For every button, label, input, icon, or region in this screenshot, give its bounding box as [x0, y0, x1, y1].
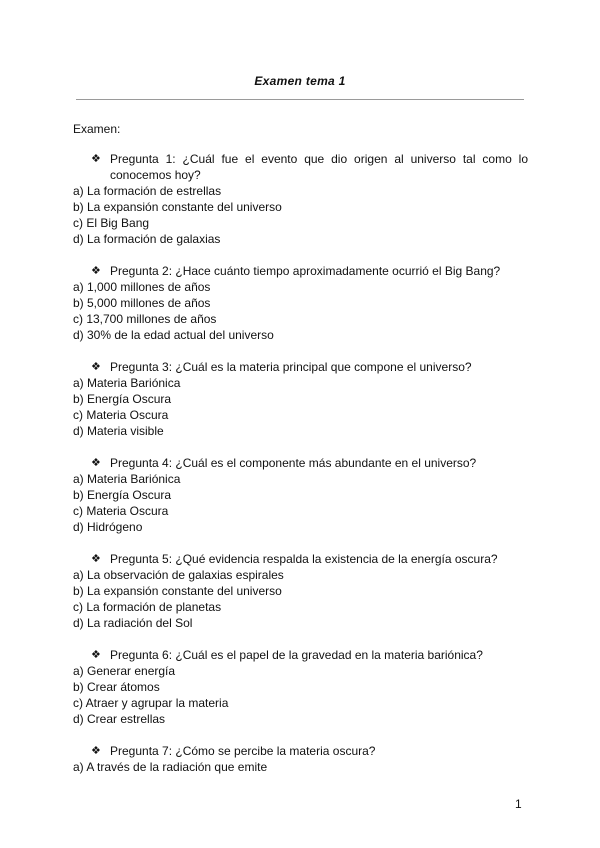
answer-option: b) Crear átomos — [73, 680, 160, 694]
answer-option: a) Materia Bariónica — [73, 376, 181, 390]
question-line — [73, 263, 528, 279]
question-line — [73, 359, 528, 375]
answer-option: b) La expansión constante del universo — [73, 200, 282, 214]
answer-option: b) Energía Oscura — [73, 392, 172, 406]
diamond-bullet-icon: ❖ — [91, 745, 101, 757]
answer-option: d) La formación de galaxias — [73, 232, 221, 246]
question-line — [73, 455, 528, 471]
answer-option: c) Materia Oscura — [73, 408, 169, 422]
answer-option: a) A través de la radiación que emite — [73, 760, 268, 774]
question-block — [73, 743, 528, 775]
question-line — [73, 647, 528, 663]
question-text: Pregunta 5: ¿Qué evidencia respalda la existencia de la energía oscura? — [110, 552, 498, 566]
answer-option: b) La expansión constante del universo — [73, 584, 282, 598]
answer-option: d) Materia visible — [73, 424, 164, 438]
title-divider — [76, 99, 524, 100]
answer-option: a) Generar energía — [73, 664, 176, 678]
answer-option: d) Hidrógeno — [73, 520, 143, 534]
question-line — [73, 551, 528, 567]
answer-option: d) 30% de la edad actual del universo — [73, 328, 274, 342]
question-text: Pregunta 1: ¿Cuál fue el evento que dio origen al universo tal como lo conocemos hoy? — [110, 152, 528, 182]
question-block — [73, 263, 528, 343]
answer-option: d) Crear estrellas — [73, 712, 166, 726]
page-number: 1 — [515, 797, 522, 811]
question-line — [73, 743, 528, 759]
question-text: Pregunta 3: ¿Cuál es la materia principal que compone el universo? — [110, 360, 472, 374]
question-block — [73, 551, 528, 631]
document-title: Examen tema 1 — [254, 74, 346, 88]
question-block — [73, 647, 528, 727]
diamond-bullet-icon: ❖ — [91, 361, 101, 373]
answer-option: a) La observación de galaxias espirales — [73, 568, 284, 582]
answer-option: b) 5,000 millones de años — [73, 296, 211, 310]
answer-option: c) 13,700 millones de años — [73, 312, 217, 326]
answer-option: a) Materia Bariónica — [73, 472, 181, 486]
answer-option: c) Atraer y agrupar la materia — [73, 696, 229, 710]
question-text: Pregunta 2: ¿Hace cuánto tiempo aproximadamente ocurrió el Big Bang? — [110, 264, 501, 278]
answer-option: c) Materia Oscura — [73, 504, 169, 518]
question-line — [73, 151, 528, 183]
question-block — [73, 359, 528, 439]
diamond-bullet-icon: ❖ — [91, 649, 101, 661]
answer-option: b) Energía Oscura — [73, 488, 172, 502]
diamond-bullet-icon: ❖ — [91, 153, 101, 165]
answer-option: a) La formación de estrellas — [73, 184, 222, 198]
answer-option: d) La radiación del Sol — [73, 616, 193, 630]
intro-label: Examen: — [73, 122, 121, 136]
diamond-bullet-icon: ❖ — [91, 553, 101, 565]
answer-option: a) 1,000 millones de años — [73, 280, 211, 294]
question-block — [73, 455, 528, 535]
answer-option: c) La formación de planetas — [73, 600, 222, 614]
question-list — [73, 151, 528, 791]
diamond-bullet-icon: ❖ — [91, 265, 101, 277]
question-text: Pregunta 4: ¿Cuál es el componente más abundante en el universo? — [110, 456, 477, 470]
diamond-bullet-icon: ❖ — [91, 457, 101, 469]
question-text: Pregunta 7: ¿Cómo se percibe la materia oscura? — [110, 744, 376, 758]
answer-option: c) El Big Bang — [73, 216, 150, 230]
question-text: Pregunta 6: ¿Cuál es el papel de la gravedad en la materia bariónica? — [110, 648, 483, 662]
question-block — [73, 151, 528, 247]
